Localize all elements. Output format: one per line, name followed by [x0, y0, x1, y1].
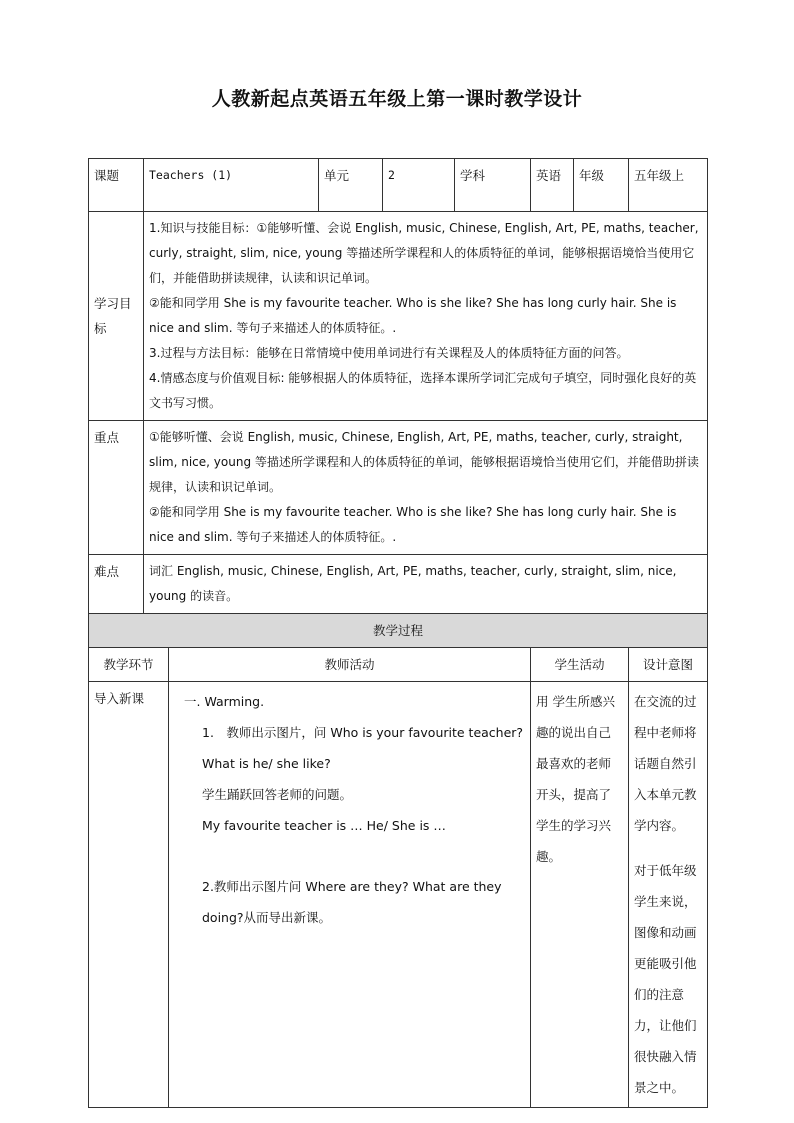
- objective-line: 4.情感态度与价值观目标: 能够根据人的体质特征，选择本课所学词汇完成句子填空，同时强化良好的英文书写习惯。: [149, 371, 697, 410]
- design-intent: [629, 682, 708, 1108]
- unit-value: 2: [383, 159, 455, 212]
- objective-line: 3.过程与方法目标：能够在日常情境中使用单词进行有关课程及人的体质特征方面的问答。: [149, 346, 629, 360]
- grade-label: 年级: [574, 159, 629, 212]
- objective-line: ②能和同学用 She is my favourite teacher. Who is she like? She has long curly hair. She is nice and slim. 等句子来描述人的体质特征。.: [149, 296, 677, 335]
- sentence-pattern: My favourite teacher is … He/ She is …: [202, 818, 446, 833]
- topic-value: Teachers (1): [144, 159, 319, 212]
- objectives-label: 学习目标: [89, 212, 144, 421]
- teacher-step-2: 2.教师出示图片问 Where are they? What are they doing?从而导出新课。: [202, 879, 502, 925]
- document-title: 人教新起点英语五年级上第一课时教学设计: [211, 88, 583, 110]
- student-activity: 用 学生所感兴趣的说出自己最喜欢的老师开头，提高了学生的学习兴趣。: [531, 682, 629, 1108]
- lesson-plan-table: [88, 158, 708, 1108]
- col-header-student: 学生活动: [531, 648, 629, 682]
- grade-value: 五年级上: [629, 159, 708, 212]
- subject-value: 英语: [531, 159, 574, 212]
- difficulties-label: 难点: [89, 555, 144, 614]
- key-point-line: ①能够听懂、会说 English, music, Chinese, English, Art, PE, maths, teacher, curly, straight, slim, nice, young 等描述所学课程和人的体质特征的单词，能够根据语境恰当使用它们，并能借助拼读规律，认读和识记单词。: [149, 430, 699, 494]
- topic-label: 课题: [89, 159, 144, 212]
- col-header-intent: 设计意图: [629, 648, 708, 682]
- objective-line: 1.知识与技能目标：①能够听懂、会说 English, music, Chinese, English, Art, PE, maths, teacher, curly, straight, slim, nice, young 等描述所学课程和人的体质特征的单词，能够根据语境恰当使用它们，并能借助拼读规律，认读和识记单词。: [149, 221, 699, 285]
- intent-paragraph-2: 对于低年级学生来说，图像和动画更能吸引他们的注意力，让他们很快融入情景之中。: [634, 863, 697, 1095]
- col-header-stage: 教学环节: [89, 648, 169, 682]
- process-band: 教学过程: [89, 614, 708, 648]
- teacher-activity: [169, 682, 531, 1108]
- teacher-step-1: 1. 教师出示图片，问 Who is your favourite teacher? What is he/ she like?: [202, 725, 524, 771]
- stage-cell: 导入新课: [89, 682, 169, 1108]
- col-header-teacher: 教师活动: [169, 648, 531, 682]
- difficulties-text: 词汇 English, music, Chinese, English, Art, PE, maths, teacher, curly, straight, slim, nice, young 的读音。: [144, 555, 708, 614]
- student-answer-line: 学生踊跃回答老师的问题。: [202, 787, 353, 802]
- objectives-content: [144, 212, 708, 421]
- key-points-content: [144, 421, 708, 555]
- key-points-label: 重点: [89, 421, 144, 555]
- subject-label: 学科: [455, 159, 531, 212]
- key-point-line: ②能和同学用 She is my favourite teacher. Who is she like? She has long curly hair. She is nice and slim. 等句子来描述人的体质特征。.: [149, 505, 677, 544]
- intent-paragraph-1: 在交流的过程中老师将话题自然引入本单元教学内容。: [634, 694, 697, 833]
- unit-label: 单元: [319, 159, 383, 212]
- warming-heading: 一. Warming.: [184, 694, 265, 709]
